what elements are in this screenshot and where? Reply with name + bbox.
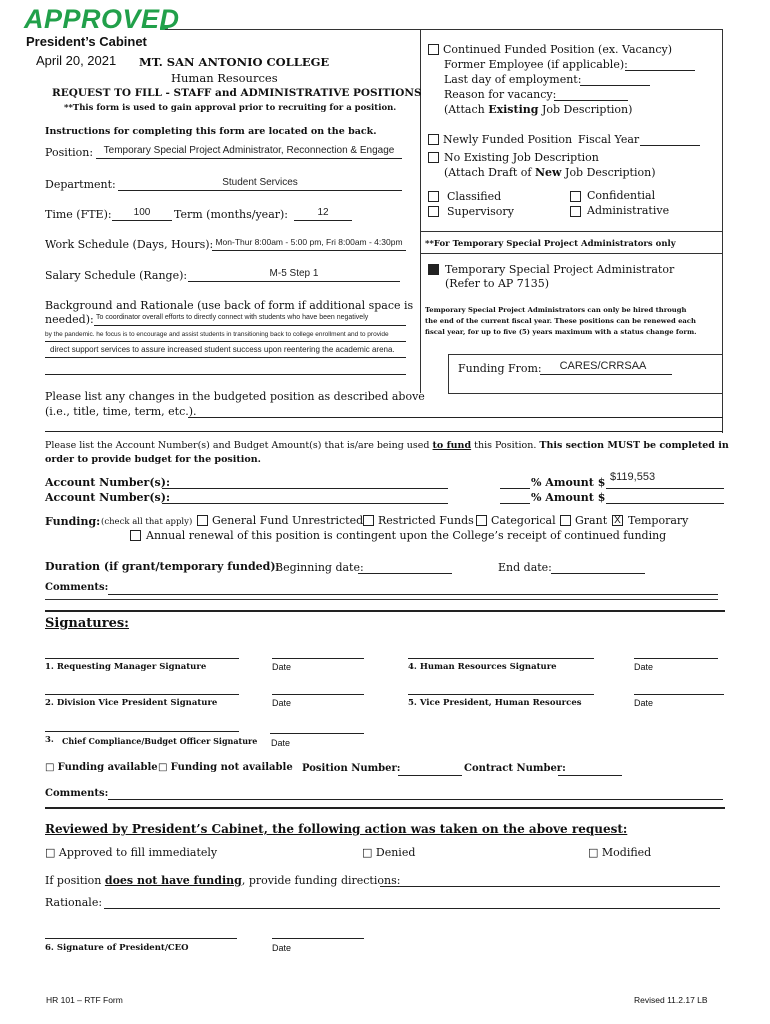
sig3-number: 3. <box>45 735 54 745</box>
funding-label: Funding: <box>45 515 101 528</box>
funding-directions-bold: does not have funding <box>104 874 242 887</box>
form-note: **This form is used to gain approval prior to recruiting for a position. <box>64 103 397 113</box>
continued-checkbox[interactable] <box>428 44 439 55</box>
modified-option[interactable] <box>588 846 651 859</box>
sig4-line[interactable] <box>408 658 594 659</box>
funding-box-bottom <box>448 393 722 394</box>
attach-existing <box>444 103 632 116</box>
last-day-label: Last day of employment: <box>444 73 582 86</box>
funding-available-label: Funding available <box>57 762 158 773</box>
former-line[interactable] <box>625 70 695 71</box>
tspa-heading-rule <box>420 253 722 254</box>
cabinet-label: President’s Cabinet <box>26 34 147 49</box>
categorical-label: Categorical <box>491 514 556 527</box>
attach-new-post: Job Description) <box>561 166 656 179</box>
last-day-line[interactable] <box>580 85 650 86</box>
right-frame <box>722 29 723 433</box>
term-label: Term (months/year): <box>174 208 289 221</box>
sig4-label: 4. Human Resources Signature <box>408 662 557 672</box>
restricted-checkbox[interactable] <box>363 515 374 526</box>
funding-available-option[interactable] <box>45 762 158 773</box>
funding-directions-line[interactable] <box>380 886 720 887</box>
pct-line-1[interactable] <box>500 488 530 489</box>
newly-funded-checkbox[interactable] <box>428 134 439 145</box>
changes-line-2[interactable] <box>45 431 723 432</box>
position-number-line[interactable] <box>398 775 462 776</box>
classified-label: Classified <box>447 190 502 203</box>
rationale-label: Rationale: <box>45 896 103 909</box>
sig2-line[interactable] <box>45 694 239 695</box>
schedule-field[interactable]: Mon-Thur 8:00am - 5:00 pm, Fri 8:00am - 4:30pm <box>215 237 403 247</box>
president-date: Date <box>272 943 292 953</box>
attach-existing-pre: (Attach <box>444 103 489 116</box>
account-intro-pre: Please list the Account Number(s) and Budget Amount(s) that is/are being used <box>45 440 433 451</box>
sig5-line[interactable] <box>408 694 594 695</box>
background-label-2: needed): <box>45 313 94 326</box>
fte-field[interactable]: 100 <box>133 207 151 218</box>
amount-label-2: % Amount $ <box>531 491 606 504</box>
tspa-note-3: fiscal year, for up to five (5) years maximum with a status change form. <box>425 328 697 336</box>
background-label: Background and Rationale (use back of form if additional space is <box>45 299 414 312</box>
sig2-label: 2. Division Vice President Signature <box>45 698 218 708</box>
college-name: MT. SAN ANTONIO COLLEGE <box>139 55 330 69</box>
sig2-date: Date <box>272 698 292 708</box>
schedule-line <box>212 250 406 251</box>
schedule-label: Work Schedule (Days, Hours): <box>45 238 214 251</box>
newly-funded-label: Newly Funded Position <box>443 133 573 146</box>
tspa-option: Temporary Special Project Administrator <box>445 263 675 276</box>
beginning-date-line[interactable] <box>358 573 452 574</box>
approved-stamp: APPROVED <box>24 4 180 34</box>
term-line <box>294 220 352 221</box>
approved-box-icon: □ <box>45 846 59 859</box>
tspa-checkbox[interactable] <box>428 264 439 275</box>
term-field[interactable]: 12 <box>317 207 329 218</box>
tspa-top-rule <box>420 231 722 232</box>
beginning-date-label: Beginning date: <box>275 561 364 574</box>
background-line-1 <box>94 325 406 326</box>
account-intro-2: order to provide budget for the position. <box>45 454 261 465</box>
supervisory-label: Supervisory <box>447 205 514 218</box>
fiscal-year-label: Fiscal Year <box>578 133 640 146</box>
sig2-date-line[interactable] <box>272 694 364 695</box>
confidential-checkbox[interactable] <box>570 191 581 202</box>
tspa-heading: **For Temporary Special Project Administrators only <box>425 239 676 249</box>
classified-checkbox[interactable] <box>428 191 439 202</box>
account-label-2: Account Number(s): <box>45 491 171 504</box>
position-number-label: Position Number: <box>302 763 401 774</box>
reason-label: Reason for vacancy: <box>444 88 557 101</box>
annual-renewal-label: Annual renewal of this position is contingent upon the College’s receipt of continued funding <box>146 529 667 542</box>
funding-directions-post: , provide funding directions: <box>241 874 401 887</box>
denied-box-icon: □ <box>362 846 376 859</box>
position-line <box>96 158 402 159</box>
attach-existing-post: Job Description) <box>538 103 633 116</box>
contract-number-line[interactable] <box>558 775 622 776</box>
account-intro <box>45 440 729 451</box>
general-fund-label: General Fund Unrestricted <box>212 514 364 527</box>
tspa-note-1: Temporary Special Project Administrators can only be hired through <box>425 306 687 314</box>
department-name: Human Resources <box>171 71 278 85</box>
section-rule <box>45 610 725 612</box>
reason-line[interactable] <box>554 100 628 101</box>
attach-new-pre: (Attach Draft of <box>444 166 535 179</box>
approved-option[interactable] <box>45 846 217 859</box>
sig5-label: 5. Vice President, Human Resources <box>408 698 582 708</box>
funding-not-available-label: Funding not available <box>170 762 293 773</box>
attach-new-bold: New <box>535 166 562 179</box>
account-intro-bold: This section MUST be completed in <box>539 440 729 451</box>
denied-option[interactable] <box>362 846 415 859</box>
sig4-date: Date <box>634 662 654 672</box>
approved-label: Approved to fill immediately <box>58 846 218 859</box>
sig-comments-line[interactable] <box>108 799 723 800</box>
comments-rule <box>45 599 718 600</box>
amount-line-2[interactable] <box>606 503 724 504</box>
administrative-checkbox[interactable] <box>570 206 581 217</box>
review-heading: Reviewed by President’s Cabinet, the following action was taken on the above request: <box>45 822 628 836</box>
grant-checkbox[interactable] <box>560 515 571 526</box>
rationale-line[interactable] <box>104 908 720 909</box>
form-title: REQUEST TO FILL - STAFF and ADMINISTRATIVE POSITIONS <box>52 87 422 99</box>
sig3-label: Chief Compliance/Budget Officer Signature <box>62 736 258 746</box>
funding-box-top <box>448 354 722 355</box>
supervisory-checkbox[interactable] <box>428 206 439 217</box>
confidential-label: Confidential <box>587 189 656 202</box>
account-label-1: Account Number(s): <box>45 476 171 489</box>
account-intro-mid: this Position. <box>471 440 540 451</box>
footer-form-id: HR 101 – RTF Form <box>46 995 123 1005</box>
top-rule <box>165 29 723 30</box>
sig1-label: 1. Requesting Manager Signature <box>45 662 207 672</box>
sig1-date: Date <box>272 662 292 672</box>
changes-label-2: (i.e., title, time, term, etc.). <box>45 405 197 418</box>
salary-line <box>188 281 400 282</box>
administrative-label: Administrative <box>587 204 670 217</box>
sig1-line[interactable] <box>45 658 239 659</box>
contract-number-label: Contract Number: <box>464 763 566 774</box>
comments-label: Comments: <box>45 582 109 593</box>
end-date-line[interactable] <box>551 573 645 574</box>
background-text-3[interactable]: direct support services to assure increased student success upon reentering the academic arena. <box>50 345 395 354</box>
restricted-label: Restricted Funds <box>378 514 474 527</box>
pct-line-2[interactable] <box>500 503 530 504</box>
sig3-line[interactable] <box>45 731 239 732</box>
position-label: Position: <box>45 146 94 159</box>
account-line-2[interactable] <box>162 503 448 504</box>
categorical-checkbox[interactable] <box>476 515 487 526</box>
tspa-refer: (Refer to AP 7135) <box>445 277 550 290</box>
president-signature-label: 6. Signature of President/CEO <box>45 943 189 953</box>
attach-existing-bold: Existing <box>488 103 539 116</box>
funding-from-line <box>540 374 672 375</box>
general-fund-checkbox[interactable] <box>197 515 208 526</box>
attach-new <box>444 166 656 179</box>
amount-line-1 <box>606 488 724 489</box>
department-line <box>118 190 402 191</box>
background-text-1[interactable]: To coordinator overall efforts to directly connect with students who have been negatively <box>96 314 369 321</box>
funding-hint: (check all that apply) <box>101 517 193 527</box>
account-intro-link: to fund <box>432 440 472 451</box>
background-line-2 <box>45 341 406 342</box>
department-field[interactable]: Student Services <box>222 177 298 188</box>
modified-label: Modified <box>601 846 652 859</box>
funding-directions-label <box>45 874 400 887</box>
no-existing-checkbox[interactable] <box>428 152 439 163</box>
sig5-date-line[interactable] <box>634 694 724 695</box>
funding-from-label: Funding From: <box>458 362 542 375</box>
funding-from-field[interactable]: CARES/CRRSAA <box>559 360 647 372</box>
temporary-label: Temporary <box>628 514 689 527</box>
sig3-date: Date <box>271 738 291 748</box>
annual-renewal-checkbox[interactable] <box>130 530 141 541</box>
background-line-4 <box>45 374 406 375</box>
funding-not-available-box-icon: □ <box>158 762 171 773</box>
denied-label: Denied <box>375 846 416 859</box>
stamp-date: April 20, 2021 <box>36 53 117 68</box>
modified-box-icon: □ <box>588 846 602 859</box>
review-rule <box>45 807 725 809</box>
amount-label-1: % Amount $ <box>531 476 606 489</box>
center-divider <box>420 29 421 393</box>
sig-comments-label: Comments: <box>45 788 109 799</box>
sig4-date-line[interactable] <box>634 658 718 659</box>
continued-label: Continued Funded Position (ex. Vacancy) <box>443 43 673 56</box>
no-existing-label: No Existing Job Description <box>444 151 599 164</box>
fte-label: Time (FTE): <box>45 208 112 221</box>
salary-label: Salary Schedule (Range): <box>45 269 188 282</box>
account-line-1[interactable] <box>162 488 448 489</box>
funding-box-left <box>448 354 449 393</box>
funding-available-box-icon: □ <box>45 762 58 773</box>
signatures-heading: Signatures: <box>45 616 129 631</box>
fiscal-year-line[interactable] <box>640 145 700 146</box>
former-label: Former Employee (if applicable): <box>444 58 628 71</box>
salary-field[interactable]: M-5 Step 1 <box>269 268 319 279</box>
temporary-checkbox[interactable]: X <box>612 515 623 526</box>
president-date-line[interactable] <box>272 938 364 939</box>
changes-line-1[interactable] <box>188 417 723 418</box>
instructions: Instructions for completing this form are located on the back. <box>45 126 377 137</box>
fte-line <box>112 220 172 221</box>
funding-directions-pre: If position <box>45 874 105 887</box>
sig3-date-line[interactable] <box>270 733 364 734</box>
president-signature-line[interactable] <box>45 938 237 939</box>
grant-label: Grant <box>575 514 608 527</box>
background-line-3 <box>45 357 406 358</box>
position-field[interactable]: Temporary Special Project Administrator, Reconnection & Engage <box>103 145 395 156</box>
sig5-date: Date <box>634 698 654 708</box>
comments-line[interactable] <box>108 594 718 595</box>
background-text-2[interactable]: by the pandemic. he focus is to encourage and assist students in transitioning back to college enrollment and to provide <box>45 331 389 338</box>
changes-label-1: Please list any changes in the budgeted position as described above <box>45 390 425 403</box>
tspa-note-2: the end of the current fiscal year. These positions can be renewed each <box>425 317 696 325</box>
end-date-label: End date: <box>498 561 552 574</box>
amount-field-1[interactable]: $119,553 <box>610 471 656 483</box>
sig1-date-line[interactable] <box>272 658 364 659</box>
duration-label: Duration (if grant/temporary funded): <box>45 560 280 573</box>
footer-revision: Revised 11.2.17 LB <box>634 995 708 1005</box>
department-label: Department: <box>45 178 116 191</box>
funding-not-available-option[interactable] <box>158 762 293 773</box>
